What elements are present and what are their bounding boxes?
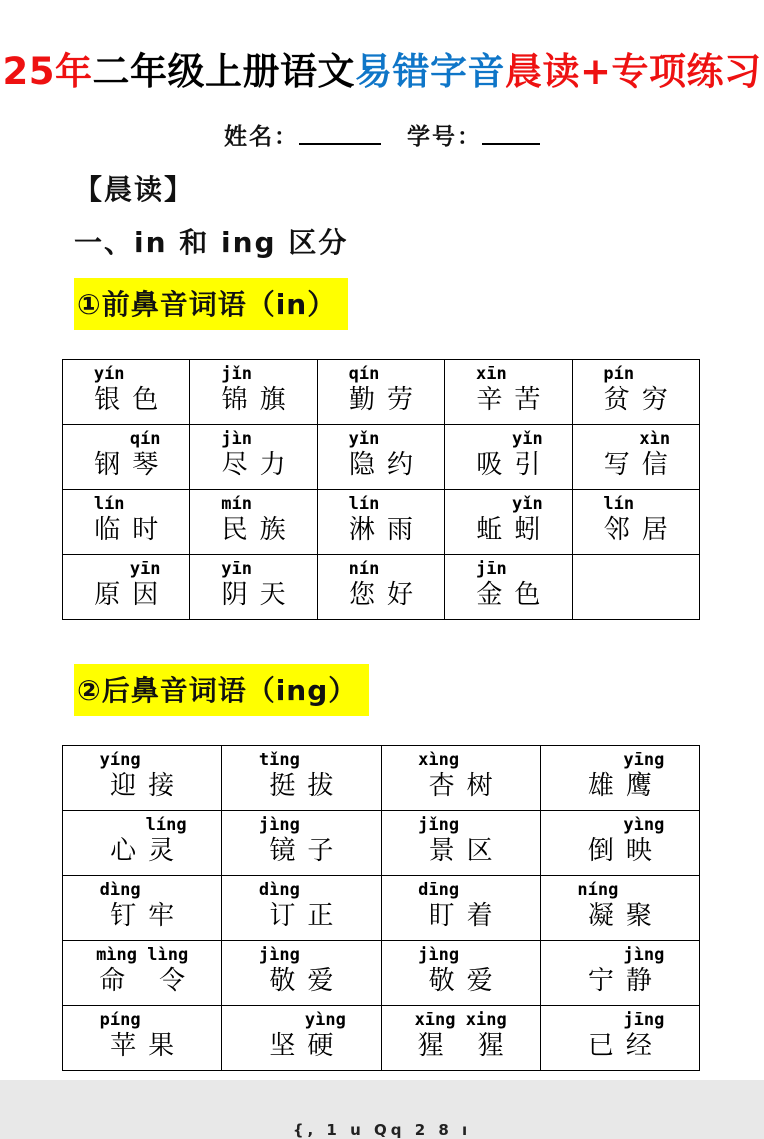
- hanzi-text: 猩猩: [417, 1031, 538, 1062]
- word-cell: [222, 745, 381, 810]
- pinyin-text: mìng lìng: [96, 944, 189, 965]
- hanzi-text: 景区: [428, 836, 505, 867]
- pinyin-text: dīng: [418, 879, 460, 900]
- pinyin-text: tǐng: [258, 749, 300, 770]
- heading-in-vs-ing: 一、in 和 ing 区分: [74, 225, 349, 259]
- section-morning-reading-heading: 【晨读】: [74, 172, 195, 206]
- hanzi-text: 已经: [587, 1031, 664, 1062]
- hanzi-text: 勤劳: [348, 385, 425, 416]
- word-cell: [381, 940, 540, 1005]
- word-cell: [222, 810, 381, 875]
- pinyin-text: jìng: [418, 944, 460, 965]
- pinyin-text: jìng: [258, 814, 300, 835]
- word-row: [63, 875, 700, 940]
- pinyin-text: xìng: [418, 749, 460, 770]
- student-id-label: 学号：: [407, 124, 482, 151]
- pinyin-text: dìng: [258, 879, 300, 900]
- hanzi-text: 辛苦: [476, 385, 553, 416]
- word-cell: [445, 424, 572, 489]
- pinyin-text: líng: [145, 814, 187, 835]
- word-cell: [317, 424, 444, 489]
- word-cell: [445, 359, 572, 424]
- name-id-line: [0, 118, 764, 151]
- hanzi-text: 宁静: [587, 966, 664, 997]
- hanzi-text: 挺拔: [269, 771, 346, 802]
- pinyin-text: pín: [603, 363, 635, 384]
- hanzi-text: 您好: [348, 580, 425, 611]
- hanzi-text: 尽力: [221, 450, 298, 481]
- word-row: [63, 424, 700, 489]
- word-row: [63, 489, 700, 554]
- word-row: [63, 359, 700, 424]
- word-cell: [190, 424, 317, 489]
- page-title: [0, 0, 764, 94]
- pinyin-text: nín: [348, 558, 380, 579]
- word-cell: [381, 875, 540, 940]
- word-cell: [381, 745, 540, 810]
- pinyin-text: yǐn: [512, 493, 543, 514]
- pinyin-text: yíng: [99, 749, 141, 770]
- word-cell: [572, 554, 699, 619]
- word-cell: [317, 489, 444, 554]
- word-cell: [222, 940, 381, 1005]
- pinyin-text: yīn: [221, 558, 252, 579]
- word-cell: [540, 745, 699, 810]
- word-cell: [63, 424, 190, 489]
- table-back-nasal-ing: [62, 745, 700, 1071]
- pinyin-text: lín: [348, 493, 380, 514]
- footer-watermark: {, 1 u Qq 2 8 ı: [292, 1120, 472, 1139]
- title-part-year: 25年: [2, 50, 93, 93]
- word-row: [63, 1005, 700, 1070]
- subheading-back-nasal-ing: ②后鼻音词语（ing）: [74, 664, 369, 716]
- hanzi-text: 阴天: [221, 580, 298, 611]
- word-cell: [317, 359, 444, 424]
- pinyin-text: lín: [93, 493, 125, 514]
- title-part-grade: 二年级上册语文: [92, 50, 355, 93]
- hanzi-text: 迎接: [110, 771, 187, 802]
- hanzi-text: 淋雨: [348, 515, 425, 546]
- subheading-front-nasal-in: ①前鼻音词语（in）: [74, 278, 348, 330]
- word-cell: [63, 745, 222, 810]
- title-part-type: 晨读+专项练习: [504, 50, 762, 93]
- pinyin-text: jǐn: [221, 363, 252, 384]
- pinyin-text: xìn: [639, 428, 671, 449]
- word-row: [63, 554, 700, 619]
- word-cell: [63, 359, 190, 424]
- hanzi-text: 钢琴: [94, 450, 171, 481]
- word-cell: [63, 940, 222, 1005]
- hanzi-text: 心灵: [110, 836, 187, 867]
- pinyin-text: píng: [99, 1009, 141, 1030]
- name-blank-field: [299, 118, 381, 144]
- word-row: [63, 940, 700, 1005]
- hanzi-text: 苹果: [110, 1031, 187, 1062]
- pinyin-text: jìng: [623, 944, 665, 965]
- pinyin-text: jǐng: [418, 814, 460, 835]
- pinyin-text: xīn: [476, 363, 507, 384]
- word-row: [63, 745, 700, 810]
- pinyin-text: qín: [348, 363, 380, 384]
- hanzi-text: 民族: [221, 515, 298, 546]
- word-cell: [540, 940, 699, 1005]
- hanzi-text: 坚硬: [269, 1031, 346, 1062]
- hanzi-text: 隐约: [348, 450, 425, 481]
- word-cell: [63, 810, 222, 875]
- pinyin-text: yǐn: [348, 428, 380, 449]
- word-cell: [63, 554, 190, 619]
- name-label: 姓名：: [224, 124, 299, 151]
- pinyin-text: yīn: [129, 558, 161, 579]
- word-cell: [540, 875, 699, 940]
- word-cell: [381, 1005, 540, 1070]
- pinyin-text: dìng: [99, 879, 141, 900]
- word-cell: [540, 1005, 699, 1070]
- hanzi-text: 订正: [269, 901, 346, 932]
- pinyin-text: yīng: [623, 749, 665, 770]
- hanzi-text: 命令: [99, 966, 220, 997]
- word-cell: [190, 489, 317, 554]
- hanzi-text: 临时: [94, 515, 171, 546]
- hanzi-text: 邻居: [603, 515, 680, 546]
- word-cell: [63, 1005, 222, 1070]
- hanzi-text: 敬爱: [269, 966, 346, 997]
- hanzi-text: 凝聚: [587, 901, 664, 932]
- pinyin-text: jīn: [476, 558, 507, 579]
- hanzi-text: 银色: [94, 385, 171, 416]
- word-cell: [540, 810, 699, 875]
- student-id-blank-field: [482, 118, 540, 144]
- pinyin-text: mín: [221, 493, 252, 514]
- hanzi-text: 贫穷: [603, 385, 680, 416]
- table-front-nasal-in: [62, 359, 700, 620]
- pinyin-text: jìng: [258, 944, 300, 965]
- hanzi-text: 写信: [603, 450, 680, 481]
- hanzi-text: 盯着: [428, 901, 505, 932]
- hanzi-text: 杏树: [428, 771, 505, 802]
- word-cell: [445, 489, 572, 554]
- word-cell: [381, 810, 540, 875]
- hanzi-text: 金色: [476, 580, 553, 611]
- word-cell: [190, 554, 317, 619]
- pinyin-text: lín: [603, 493, 635, 514]
- pinyin-text: yìng: [623, 814, 665, 835]
- hanzi-text: 锦旗: [221, 385, 298, 416]
- pinyin-text: jīng: [623, 1009, 665, 1030]
- word-cell: [190, 359, 317, 424]
- word-cell: [222, 1005, 381, 1070]
- word-cell: [572, 359, 699, 424]
- word-cell: [445, 554, 572, 619]
- word-cell: [63, 489, 190, 554]
- hanzi-text: 吸引: [476, 450, 553, 481]
- hanzi-text: 镜子: [269, 836, 346, 867]
- hanzi-text: 倒映: [587, 836, 664, 867]
- hanzi-text: 钉牢: [110, 901, 187, 932]
- word-cell: [572, 489, 699, 554]
- word-cell: [63, 875, 222, 940]
- pinyin-text: yǐn: [512, 428, 543, 449]
- word-cell: [572, 424, 699, 489]
- pinyin-text: xīng xing: [414, 1009, 507, 1030]
- word-row: [63, 810, 700, 875]
- pinyin-text: jìn: [221, 428, 252, 449]
- word-cell: [317, 554, 444, 619]
- word-cell: [222, 875, 381, 940]
- pinyin-text: yìng: [304, 1009, 346, 1030]
- hanzi-text: 蚯蚓: [476, 515, 553, 546]
- pinyin-text: yín: [93, 363, 125, 384]
- hanzi-text: 原因: [94, 580, 171, 611]
- hanzi-text: 雄鹰: [587, 771, 664, 802]
- pinyin-text: níng: [577, 879, 619, 900]
- pinyin-text: qín: [129, 428, 161, 449]
- title-part-topic: 易错字音: [354, 50, 505, 93]
- hanzi-text: 敬爱: [428, 966, 505, 997]
